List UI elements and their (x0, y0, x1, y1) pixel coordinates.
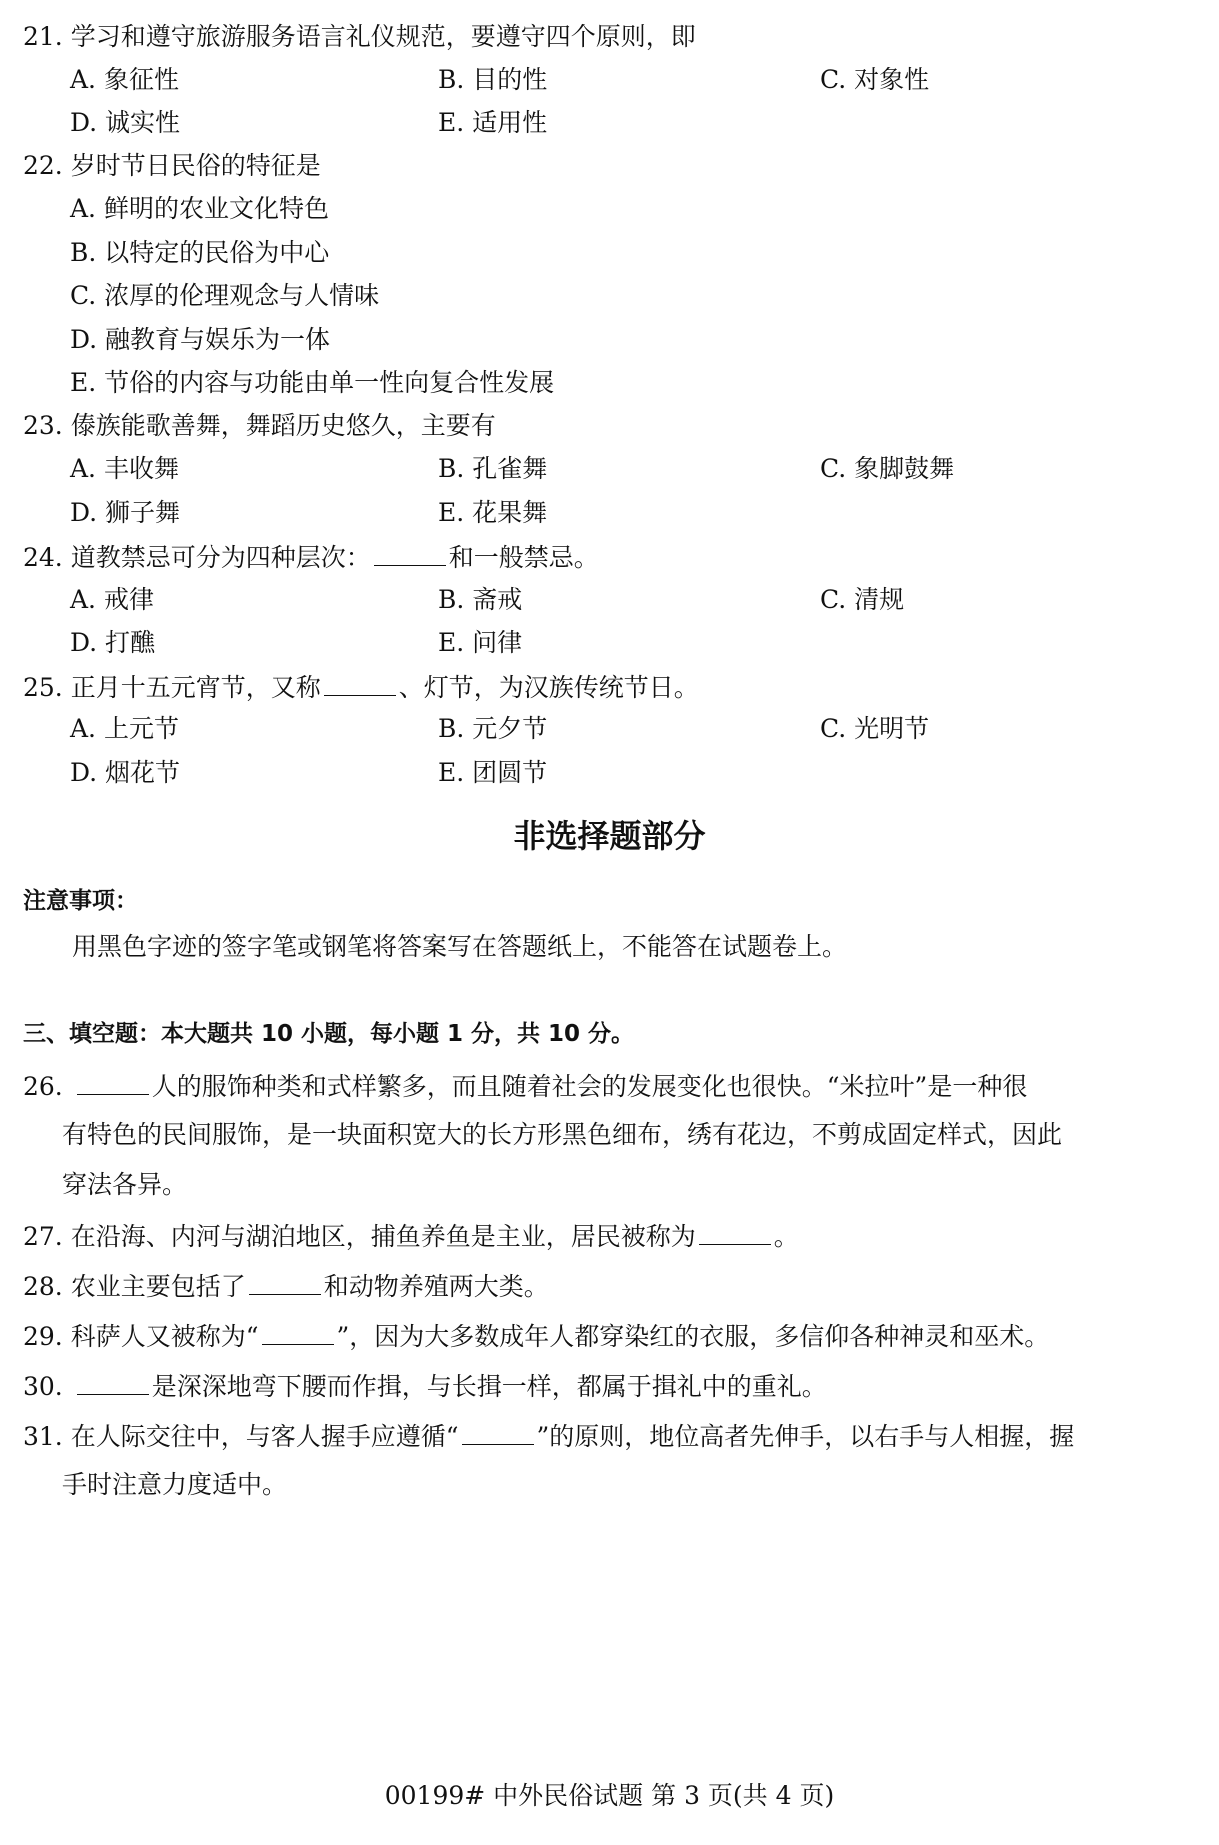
q22-option-b: B. 以特定的民俗为中心 (70, 238, 330, 267)
q27-text-2: 。 (773, 1222, 799, 1251)
section-title: 非选择题部分 (513, 817, 706, 855)
q31-text-1: 31. 在人际交往中，与客人握手应遵循“ (23, 1422, 459, 1451)
question-29 (23, 1322, 1049, 1349)
q24-blank (374, 543, 446, 566)
q29-text-2: ”，因为大多数成年人都穿染红的衣服，多信仰各种神灵和巫术。 (336, 1322, 1050, 1351)
q30-text: 是深深地弯下腰而作揖，与长揖一样，都属于揖礼中的重礼。 (151, 1372, 827, 1401)
q31-text-2: ”的原则，地位高者先伸手，以右手与人相握，握 (536, 1422, 1075, 1451)
q26-number: 26. (23, 1072, 63, 1101)
q29-text-1: 29. 科萨人又被称为“ (23, 1322, 259, 1351)
q28-text-2: 和动物养殖两大类。 (323, 1272, 549, 1301)
question-31-line1 (23, 1422, 1074, 1449)
question-27 (23, 1222, 799, 1249)
q24-option-a: A. 戒律 (70, 585, 154, 614)
q28-text-1: 28. 农业主要包括了 (23, 1272, 246, 1301)
q21-option-c: C. 对象性 (820, 65, 930, 94)
notice-heading: 注意事项： (23, 888, 138, 914)
question-25-stem (23, 673, 699, 700)
q24-option-c: C. 清规 (820, 585, 905, 614)
q26-blank (77, 1072, 149, 1095)
question-22-stem: 22. 岁时节日民俗的特征是 (23, 151, 321, 180)
q24-option-b: B. 斋戒 (438, 585, 523, 614)
question-30 (23, 1372, 827, 1399)
q28-blank (249, 1272, 321, 1295)
q23-option-b: B. 孔雀舞 (438, 454, 548, 483)
q27-blank (699, 1222, 771, 1245)
notice-body: 用黑色字迹的签字笔或钢笔将答案写在答题纸上，不能答在试题卷上。 (72, 932, 848, 961)
q21-option-d: D. 诚实性 (70, 108, 181, 137)
q30-blank (77, 1372, 149, 1395)
q29-blank (262, 1322, 334, 1345)
q25-option-b: B. 元夕节 (438, 714, 548, 743)
q25-stem-part2: 、灯节，为汉族传统节日。 (398, 673, 699, 702)
q23-option-d: D. 狮子舞 (70, 498, 181, 527)
q31-blank (462, 1422, 534, 1445)
q23-option-e: E. 花果舞 (438, 498, 548, 527)
q22-option-d: D. 融教育与娱乐为一体 (70, 325, 331, 354)
q23-option-c: C. 象脚鼓舞 (820, 454, 955, 483)
q31-text-3: 手时注意力度适中。 (62, 1470, 288, 1499)
q30-number: 30. (23, 1372, 63, 1401)
q24-option-d: D. 打醮 (70, 628, 156, 657)
q25-option-a: A. 上元节 (70, 714, 179, 743)
q21-option-e: E. 适用性 (438, 108, 548, 137)
q21-option-b: B. 目的性 (438, 65, 548, 94)
q25-stem-part1: 25. 正月十五元宵节，又称 (23, 673, 321, 702)
q25-option-e: E. 团圆节 (438, 758, 548, 787)
q22-option-a: A. 鲜明的农业文化特色 (70, 194, 329, 223)
q21-option-a: A. 象征性 (70, 65, 179, 94)
q24-stem-part1: 24. 道教禁忌可分为四种层次： (23, 543, 371, 572)
question-23-stem: 23. 傣族能歌善舞，舞蹈历史悠久，主要有 (23, 411, 496, 440)
q26-text-1: 人的服饰种类和式样繁多，而且随着社会的发展变化也很快。“米拉叶”是一种很 (151, 1072, 1028, 1101)
q25-option-c: C. 光明节 (820, 714, 930, 743)
q26-text-3: 穿法各异。 (62, 1170, 188, 1199)
q23-option-a: A. 丰收舞 (70, 454, 179, 483)
q25-blank (324, 673, 396, 696)
question-24-stem (23, 543, 599, 570)
q24-stem-part2: 和一般禁忌。 (448, 543, 599, 572)
question-21-stem: 21. 学习和遵守旅游服务语言礼仪规范，要遵守四个原则，即 (23, 22, 696, 51)
q24-option-e: E. 问律 (438, 628, 523, 657)
part3-heading: 三、填空题：本大题共 10 小题，每小题 1 分，共 10 分。 (23, 1021, 635, 1047)
q26-text-2: 有特色的民间服饰，是一块面积宽大的长方形黑色细布，绣有花边，不剪成固定样式，因此 (62, 1120, 1063, 1149)
question-28 (23, 1272, 549, 1299)
question-26-line1 (23, 1072, 1027, 1099)
q27-text-1: 27. 在沿海、内河与湖泊地区，捕鱼养鱼是主业，居民被称为 (23, 1222, 696, 1251)
q25-option-d: D. 烟花节 (70, 758, 181, 787)
q22-option-e: E. 节俗的内容与功能由单一性向复合性发展 (70, 368, 555, 397)
page-footer: 00199# 中外民俗试题 第 3 页(共 4 页) (384, 1781, 835, 1810)
q22-option-c: C. 浓厚的伦理观念与人情味 (70, 281, 380, 310)
